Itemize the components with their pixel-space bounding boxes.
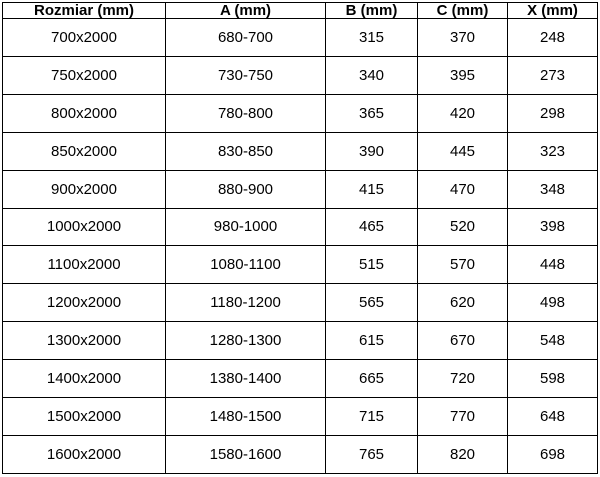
cell-rozmiar: 900x2000	[3, 170, 166, 208]
cell-x: 298	[508, 94, 598, 132]
cell-c: 620	[418, 284, 508, 322]
cell-x: 348	[508, 170, 598, 208]
cell-c: 670	[418, 322, 508, 360]
cell-c: 570	[418, 246, 508, 284]
cell-x: 398	[508, 208, 598, 246]
cell-b: 515	[326, 246, 418, 284]
cell-a: 1180-1200	[166, 284, 326, 322]
table-row	[3, 132, 598, 170]
cell-a: 730-750	[166, 56, 326, 94]
cell-x: 273	[508, 56, 598, 94]
cell-b: 465	[326, 208, 418, 246]
cell-c: 720	[418, 360, 508, 398]
cell-rozmiar: 1000x2000	[3, 208, 166, 246]
cell-b: 390	[326, 132, 418, 170]
cell-c: 370	[418, 19, 508, 57]
table-row	[3, 170, 598, 208]
cell-b: 715	[326, 398, 418, 436]
cell-rozmiar: 1200x2000	[3, 284, 166, 322]
header-a: A (mm)	[166, 3, 326, 19]
cell-b: 615	[326, 322, 418, 360]
cell-b: 340	[326, 56, 418, 94]
cell-rozmiar: 850x2000	[3, 132, 166, 170]
table-row	[3, 246, 598, 284]
cell-c: 820	[418, 435, 508, 473]
cell-x: 498	[508, 284, 598, 322]
cell-x: 598	[508, 360, 598, 398]
table-header-row	[3, 3, 598, 19]
table-row	[3, 322, 598, 360]
cell-b: 415	[326, 170, 418, 208]
cell-c: 395	[418, 56, 508, 94]
table-row	[3, 284, 598, 322]
table-row	[3, 94, 598, 132]
cell-x: 648	[508, 398, 598, 436]
cell-x: 248	[508, 19, 598, 57]
cell-x: 698	[508, 435, 598, 473]
cell-x: 548	[508, 322, 598, 360]
cell-a: 980-1000	[166, 208, 326, 246]
cell-c: 470	[418, 170, 508, 208]
cell-rozmiar: 1400x2000	[3, 360, 166, 398]
cell-a: 830-850	[166, 132, 326, 170]
cell-a: 680-700	[166, 19, 326, 57]
cell-c: 420	[418, 94, 508, 132]
cell-rozmiar: 700x2000	[3, 19, 166, 57]
cell-rozmiar: 800x2000	[3, 94, 166, 132]
header-b: B (mm)	[326, 3, 418, 19]
cell-a: 1080-1100	[166, 246, 326, 284]
cell-rozmiar: 1300x2000	[3, 322, 166, 360]
cell-b: 665	[326, 360, 418, 398]
cell-x: 323	[508, 132, 598, 170]
cell-a: 880-900	[166, 170, 326, 208]
cell-b: 315	[326, 19, 418, 57]
cell-a: 1580-1600	[166, 435, 326, 473]
cell-x: 448	[508, 246, 598, 284]
size-table	[2, 2, 598, 474]
table-body	[3, 19, 598, 474]
table-row	[3, 208, 598, 246]
cell-b: 765	[326, 435, 418, 473]
cell-rozmiar: 1100x2000	[3, 246, 166, 284]
header-c: C (mm)	[418, 3, 508, 19]
table-row	[3, 56, 598, 94]
table-row	[3, 398, 598, 436]
cell-b: 565	[326, 284, 418, 322]
cell-a: 1480-1500	[166, 398, 326, 436]
cell-c: 770	[418, 398, 508, 436]
cell-rozmiar: 1600x2000	[3, 435, 166, 473]
cell-c: 520	[418, 208, 508, 246]
cell-a: 780-800	[166, 94, 326, 132]
header-rozmiar: Rozmiar (mm)	[3, 3, 166, 19]
cell-rozmiar: 750x2000	[3, 56, 166, 94]
table-row	[3, 360, 598, 398]
cell-a: 1380-1400	[166, 360, 326, 398]
cell-b: 365	[326, 94, 418, 132]
table-row	[3, 435, 598, 473]
table-row	[3, 19, 598, 57]
cell-rozmiar: 1500x2000	[3, 398, 166, 436]
cell-c: 445	[418, 132, 508, 170]
cell-a: 1280-1300	[166, 322, 326, 360]
header-x: X (mm)	[508, 3, 598, 19]
